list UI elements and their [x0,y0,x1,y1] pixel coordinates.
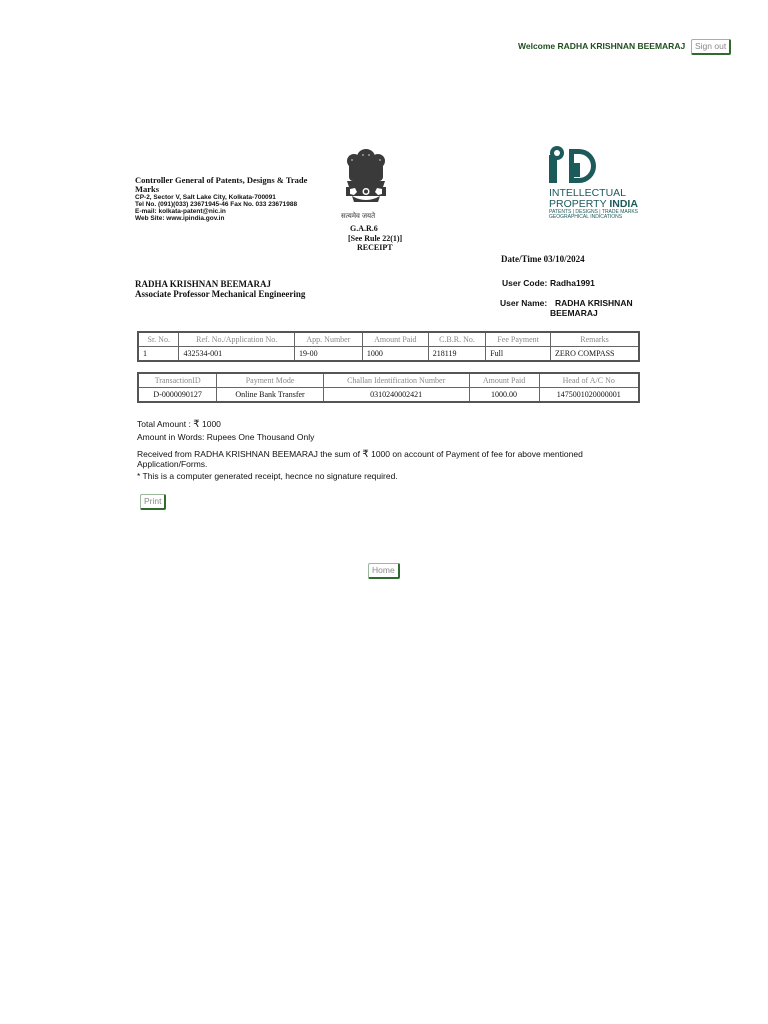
welcome-text: Welcome RADHA KRISHNAN BEEMARAJ [518,41,686,51]
column-header: Amount Paid [469,373,539,388]
rupee-icon: ₹ [193,419,200,430]
ip-india-logo-icon [547,145,607,187]
national-emblem-icon [338,145,394,211]
table-cell: 1 [138,347,179,362]
fee-table [137,331,640,362]
sign-out-button[interactable]: Sign out [691,39,731,55]
document-type: RECEIPT [357,243,393,252]
user-code-label: User Code: [502,278,548,288]
user-name-line2: BEEMARAJ [550,308,598,318]
form-number: G.A.R.6 [350,224,378,233]
user-name-line1: RADHA KRISHNAN [555,298,633,308]
column-header: C.B.R. No. [428,332,485,347]
computer-generated-note: * This is a computer generated receipt, hecnce no signature required. [137,471,398,481]
received-line2: Application/Forms. [137,459,208,469]
ip-logo-property: PROPERTY [549,198,610,210]
column-header: Fee Payment [486,332,551,347]
table-cell: 19-00 [294,347,362,362]
total-amount-value: 1000 [202,419,221,429]
column-header: App. Number [294,332,362,347]
total-amount-line [137,419,221,430]
ip-logo-line4: GEOGRAPHICAL INDICATIONS [549,214,623,220]
received-prefix: Received from RADHA KRISHNAN BEEMARAJ the sum of [137,449,360,459]
office-email: E-mail: kolkata-patent@nic.in [135,208,226,215]
office-website: Web Site: www.ipindia.gov.in [135,215,225,222]
ip-india-logo [547,145,645,223]
table-cell: 218119 [428,347,485,362]
column-header: Ref. No./Application No. [179,332,294,347]
column-header: Amount Paid [362,332,428,347]
table-cell: Online Bank Transfer [217,388,324,403]
table-row [138,388,639,403]
transaction-table [137,372,640,403]
column-header: Head of A/C No [539,373,639,388]
office-tel: Tel No. (091)(033) 23671945-46 Fax No. 033 23671988 [135,201,298,208]
applicant-designation: Associate Professor Mechanical Engineering [135,289,306,299]
applicant-name: RADHA KRISHNAN BEEMARAJ [135,279,272,289]
table-cell: 432534-001 [179,347,294,362]
total-amount-label: Total Amount : [137,419,191,429]
column-header: Remarks [550,332,639,347]
print-button[interactable]: Print [140,494,166,510]
table-cell: 1475001020000001 [539,388,639,403]
table-header-row [138,373,639,388]
applicant-block [135,279,335,299]
table-header-row [138,332,639,347]
office-address: CP-2, Sector V, Salt Lake City, Kolkata-700091 [135,194,276,201]
amount-in-words: Amount in Words: Rupees One Thousand Only [137,432,315,442]
office-name: Controller General of Patents, Designs & Trade Marks [135,175,308,194]
emblem-motto: सत्यमेव जयते [341,213,376,220]
user-name-label: User Name: [500,298,548,308]
table-cell: 0310240002421 [323,388,469,403]
rupee-icon: ₹ [362,449,369,460]
ip-logo-line3: PATENTS | DESIGNS | TRADE MARKS [549,209,639,215]
column-header: Payment Mode [217,373,324,388]
home-button[interactable]: Home [368,563,400,579]
column-header: Sr. No. [138,332,179,347]
rule-reference: [See Rule 22(1)] [348,234,403,243]
table-cell: ZERO COMPASS [550,347,639,362]
user-code-value: Radha1991 [550,278,595,288]
receipt-datetime: Date/Time 03/10/2024 [501,254,585,264]
table-row [138,347,639,362]
table-cell: Full [486,347,551,362]
received-suffix: 1000 on account of Payment of fee for above mentioned [371,449,583,459]
ip-logo-india: INDIA [609,198,638,210]
column-header: Challan Identification Number [323,373,469,388]
column-header: TransactionID [138,373,217,388]
table-cell: D-0000090127 [138,388,217,403]
ip-logo-line1: INTELLECTUAL [549,187,627,199]
table-cell: 1000.00 [469,388,539,403]
table-cell: 1000 [362,347,428,362]
